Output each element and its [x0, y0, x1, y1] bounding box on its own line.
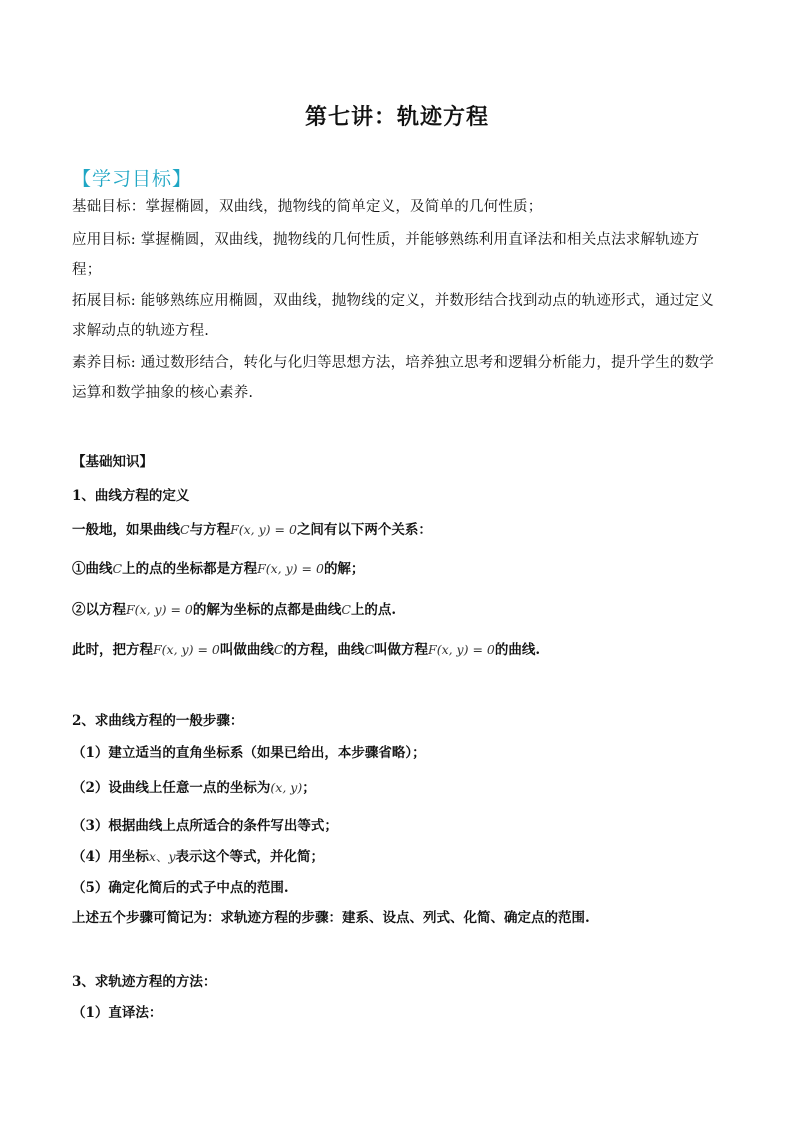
definition-line-2: ①曲线C上的点的坐标都是方程F(x, y) = 0的解；: [72, 561, 365, 577]
step-4: （4）用坐标x、y表示这个等式，并化简；: [72, 849, 325, 865]
basics-heading: 【基础知识】: [72, 454, 153, 470]
goal-extend: 拓展目标: 能够熟练应用椭圆，双曲线，抛物线的定义，并数形结合找到动点的轨迹形式，通过定义求解动点的轨迹方程.: [72, 293, 714, 339]
section-1-title: 1、曲线方程的定义: [72, 488, 190, 504]
math-expr: C: [273, 642, 284, 657]
section-2-title: 2、求曲线方程的一般步骤：: [72, 713, 244, 729]
math-expr: F(x, y) = 0: [153, 642, 220, 657]
definition-line-4: 此时，把方程F(x, y) = 0叫做曲线C的方程，曲线C叫做方程F(x, y) = 0的曲线.: [72, 642, 541, 658]
step-1: （1）建立适当的直角坐标系（如果已给出，本步骤省略）；: [72, 745, 426, 761]
definition-line-1: 一般地，如果曲线C与方程F(x, y) = 0之间有以下两个关系：: [72, 522, 432, 538]
math-expr: (x, y): [270, 780, 303, 795]
method-1-title: （1）直译法：: [72, 1005, 163, 1021]
math-expr: C: [364, 642, 375, 657]
section-3-title: 3、求轨迹方程的方法：: [72, 974, 217, 990]
goal-literacy: 素养目标: 通过数形结合，转化与化归等思想方法，培养独立思考和逻辑分析能力，提升学生的数学运算和数学抽象的核心素养.: [72, 355, 714, 401]
step-2: （2）设曲线上任意一点的坐标为(x, y)；: [72, 780, 316, 796]
math-expr: F(x, y) = 0: [126, 602, 193, 617]
math-expr: C: [112, 561, 123, 576]
math-expr: F(x, y) = 0: [257, 561, 324, 576]
math-expr: y: [168, 849, 176, 864]
math-expr: F(x, y) = 0: [230, 522, 297, 537]
goal-apply: 应用目标: 掌握椭圆，双曲线，抛物线的几何性质，并能够熟练利用直译法和相关点法求解轨迹方程；: [72, 232, 700, 278]
math-expr: F(x, y) = 0: [428, 642, 495, 657]
learning-goals-heading: 【学习目标】: [72, 168, 193, 190]
definition-line-3: ②以方程F(x, y) = 0的解为坐标的点都是曲线C上的点.: [72, 602, 397, 618]
step-3: （3）根据曲线上点所适合的条件写出等式；: [72, 818, 338, 834]
steps-summary: 上述五个步骤可简记为：求轨迹方程的步骤：建系、设点、列式、化简、确定点的范围.: [72, 910, 590, 926]
page-title: 第七讲：轨迹方程: [304, 104, 489, 130]
math-expr: C: [180, 522, 190, 537]
goal-basic: 基础目标：掌握椭圆，双曲线，抛物线的简单定义，及简单的几何性质；: [72, 199, 543, 215]
math-expr: C: [341, 602, 351, 617]
step-5: （5）确定化简后的式子中点的范围.: [72, 880, 289, 896]
math-expr: x: [148, 849, 156, 864]
